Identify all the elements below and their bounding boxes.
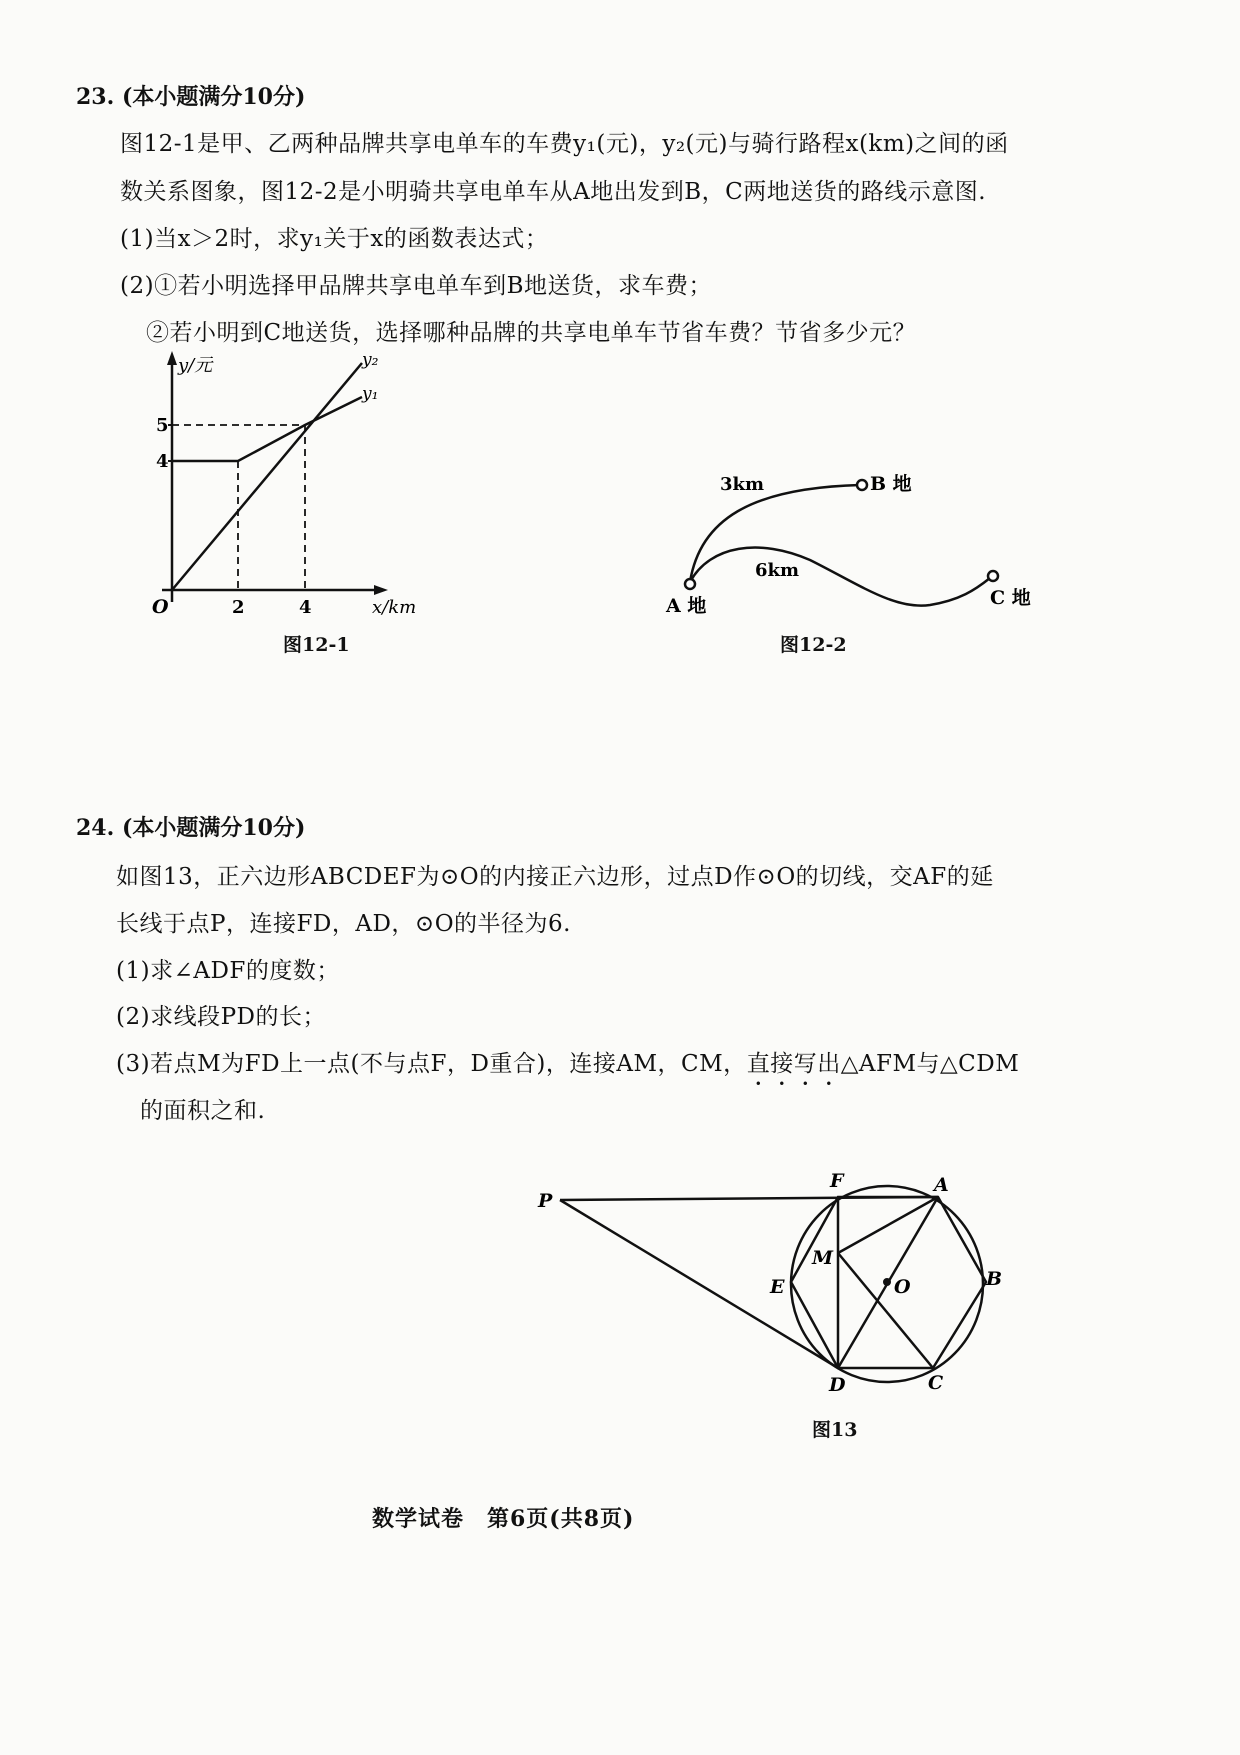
q23-number: 23. — [76, 84, 115, 110]
q23-score: (本小题满分10分) — [121, 84, 306, 110]
series-y1-line — [172, 397, 362, 461]
y-axis-label: y/元 — [178, 355, 213, 376]
x-axis-arrow — [374, 585, 388, 595]
label-a: A — [934, 1174, 949, 1196]
q23-part1: (1)当x＞2时，求y₁关于x的函数表达式； — [120, 226, 549, 252]
y-tick-5: 5 — [156, 415, 169, 436]
figure-12-2 — [650, 450, 1070, 630]
q23-part2b: ②若小明到C地送货，选择哪种品牌的共享电单车节省车费？节省多少元？ — [146, 320, 917, 346]
dist-ac-label: 6km — [755, 560, 800, 581]
series-y2-line — [172, 363, 362, 590]
x-tick-2: 2 — [232, 597, 245, 618]
segment-cm — [838, 1253, 933, 1368]
figure-12-1 — [150, 345, 450, 625]
point-c-label: C 地 — [990, 587, 1031, 609]
figure-13 — [520, 1165, 1020, 1405]
q24-stem-line1: 如图13，正六边形ABCDEF为⊙O的内接正六边形，过点D作⊙O的切线，交AF的延 — [116, 864, 994, 890]
page-footer: 数学试卷 第6页(共8页) — [372, 1506, 635, 1532]
q24-part2: (2)求线段PD的长； — [116, 1004, 326, 1030]
point-b-label: B 地 — [870, 473, 912, 495]
q24-header — [76, 811, 305, 842]
label-p: P — [538, 1190, 553, 1212]
label-e: E — [770, 1276, 785, 1298]
y-axis-arrow — [167, 351, 177, 365]
figure-12-1-caption: 图12-1 — [283, 634, 350, 656]
point-a-label: A 地 — [666, 595, 707, 617]
route-a-to-c — [690, 548, 990, 606]
label-o: O — [894, 1276, 911, 1298]
label-d: D — [829, 1374, 846, 1396]
label-c: C — [928, 1372, 944, 1394]
q24-number: 24. — [76, 815, 115, 841]
q24-part3-post: △AFM与△CDM — [840, 1051, 1020, 1077]
q24-part3-pre: (3)若点M为FD上一点(不与点F，D重合)，连接AM，CM， — [116, 1051, 747, 1077]
figure-12-2-caption: 图12-2 — [780, 634, 847, 656]
label-m: M — [812, 1247, 834, 1269]
point-b-marker — [857, 480, 867, 490]
q24-part3-emph: 直接写出 — [746, 1051, 841, 1077]
q24-part1: (1)求∠ADF的度数； — [116, 958, 340, 984]
q23-stem-line2: 数关系图象，图12-2是小明骑共享电单车从A地出发到B，C两地送货的路线示意图. — [120, 179, 987, 205]
line-pa — [560, 1197, 938, 1200]
x-axis-label: x/km — [372, 597, 417, 618]
series-y2-label: y₂ — [362, 350, 379, 370]
q23-stem-line1: 图12-1是甲、乙两种品牌共享电单车的车费y₁(元)，y₂(元)与骑行路程x(km)之间的函 — [120, 131, 1009, 157]
x-tick-4: 4 — [299, 597, 312, 618]
y-tick-4: 4 — [156, 451, 169, 472]
label-f: F — [830, 1170, 844, 1192]
figure-13-caption: 图13 — [812, 1419, 858, 1441]
q23-part2a: (2)①若小明选择甲品牌共享电单车到B地送货，求车费； — [120, 273, 712, 299]
q23-header — [76, 80, 305, 111]
point-c-marker — [988, 571, 998, 581]
q24-stem-line2: 长线于点P，连接FD，AD，⊙O的半径为6. — [116, 911, 571, 937]
q24-score: (本小题满分10分) — [121, 815, 306, 841]
label-b: B — [986, 1268, 1003, 1290]
series-y1-label: y₁ — [362, 384, 379, 404]
q24-part3-line2: 的面积之和. — [140, 1098, 266, 1124]
dist-ab-label: 3km — [720, 474, 765, 495]
origin-label: O — [152, 596, 169, 618]
point-a-marker — [685, 579, 695, 589]
center-o-dot — [883, 1278, 891, 1286]
q24-part3 — [116, 1045, 1019, 1091]
tangent-pd — [560, 1200, 838, 1368]
